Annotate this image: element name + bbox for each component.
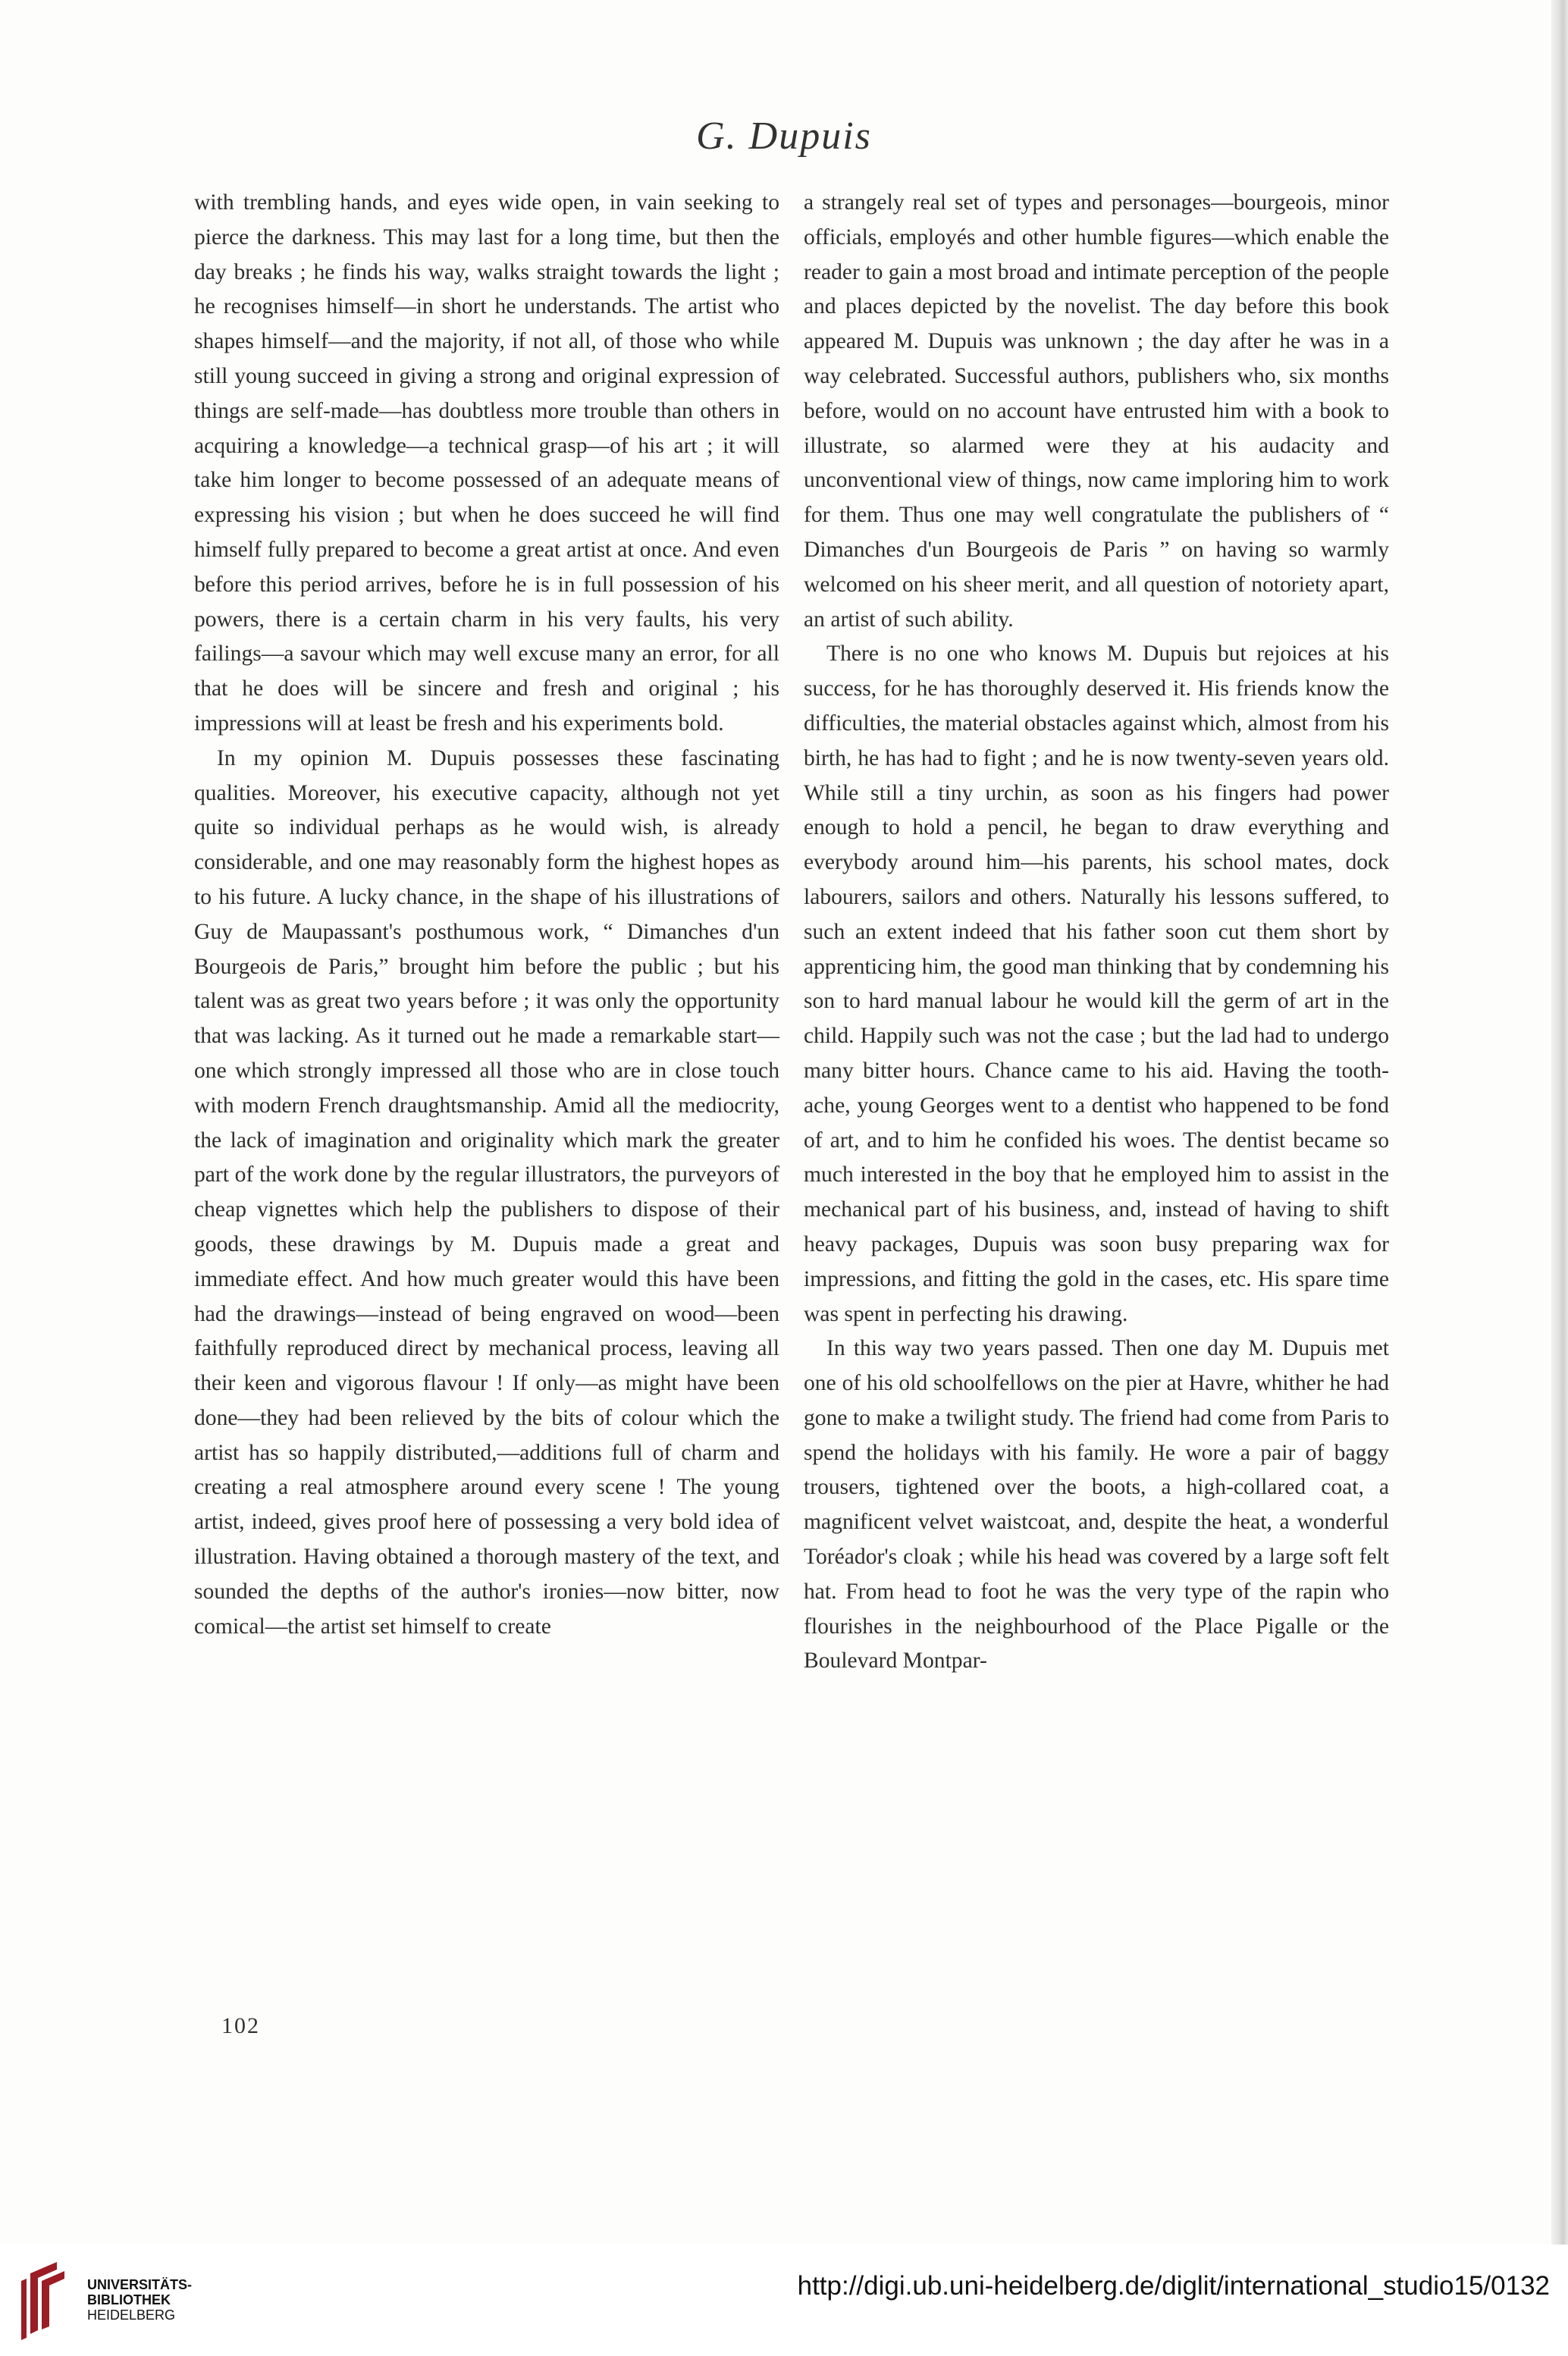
running-head: G. Dupuis [696, 115, 872, 158]
library-logo-icon [15, 2258, 76, 2342]
paragraph: In this way two years passed. Then one day M. Dupuis met one of his old schoolfellows on the pier at Havre, whither he had gone to make a twilight study. The friend had come from Paris to spend the holidays with his family. He wore a pair of baggy trousers, tightened over the boots, a high-collared coat, a magnificent velvet waistcoat, and, despite the heat, a wonderful Toréador's cloak ; while his head was covered by a large soft felt hat. From head to foot he was the very type of the rapin who flourishes in the neighbourhood of the Place Pigalle or the Boulevard Montpar- [804, 1336, 1389, 1674]
library-name-line: UNIVERSITÄTS- [87, 2277, 193, 2292]
left-column [194, 186, 779, 1644]
paragraph: In my opinion M. Dupuis possesses these fascinating qualities. Moreover, his executive capacity, although not yet quite so individual perhaps as he would wish, is already considerable, and one may reasonably form the highest hopes as to his future. A lucky chance, in the shape of his illustrations of Guy de Maupassant's posthumous work, “ Dimanches d'un Bourgeois de Paris,” brought him before the public ; but his talent was as great two years before ; it was only the opportunity that was lacking. As it turned out he made a remarkable start—one which strongly impressed all those who are in close touch with modern French draughtsmanship. Amid all the mediocrity, the lack of imagination and originality which mark the greater part of the work done by the regular illustrators, the purveyors of cheap vignettes which help the publishers to dispose of their goods, these drawings by M. Dupuis made a great and immediate effect. And how much greater would this have been had the drawings—instead of being engraved on wood—been faithfully reproduced direct by mechanical process, leaving all their keen and vigorous flavour ! If only—as might have been done—they had been relieved by the bits of colour which the artist has so happily distributed,—additions full of charm and creating a real atmosphere around every scene ! The young artist, indeed, gives proof here of possessing a very bold idea of illustration. Having obtained a thorough mastery of the text, and sounded the depths of the author's ironies—now bitter, now comical—the artist set himself to create [194, 745, 779, 1639]
library-name-line: BIBLIOTHEK [87, 2292, 171, 2307]
right-column [804, 186, 1389, 1679]
page-edge-shadow [1551, 0, 1568, 2245]
source-url-link[interactable]: http://digi.ub.uni-heidelberg.de/diglit/international_studio15/0132 [797, 2271, 1550, 2301]
paragraph: There is no one who knows M. Dupuis but rejoices at his success, for he has thoroughly deserved it. His friends know the difficulties, the material obstacles against which, almost from his birth, he has had to fight ; and he is now twenty-seven years old. While still a tiny urchin, as soon as his fingers had power enough to hold a pencil, he began to draw everything and everybody around him—his parents, his school mates, dock labourers, sailors and others. Naturally his lessons suffered, to such an extent indeed that his father soon cut them short by apprenticing him, the good man thinking that by condemning his son to hard manual labour he would kill the germ of art in the child. Happily such was not the case ; but the lad had to undergo many bitter hours. Chance came to his aid. Having the tooth-ache, young Georges went to a dentist who happened to be fond of art, and to him he confided his woes. The dentist became so much interested in the boy that he employed him to assist in the mechanical part of his business, and, instead of having to shift heavy packages, Dupuis was soon busy preparing wax for impressions, and fitting the gold in the cases, etc. His spare time was spent in perfecting his drawing. [804, 642, 1389, 1326]
paragraph: a strangely real set of types and personages—bourgeois, minor officials, employés and other humble figures—which enable the reader to gain a most broad and intimate perception of the people and places depicted by the novelist. The day before this book appeared M. Dupuis was unknown ; the day after he was in a way celebrated. Successful authors, publishers who, six months before, would on no account have entrusted him with a book to illustrate, so alarmed were they at his audacity and unconventional view of things, now came imploring him to work for them. Thus one may well congratulate the publishers of “ Dimanches d'un Bourgeois de Paris ” on having so warmly welcomed on his sheer merit, and all question of notoriety apart, an artist of such ability. [804, 190, 1389, 632]
library-name [87, 2277, 192, 2323]
page-number: 102 [221, 2013, 260, 2038]
paragraph: with trembling hands, and eyes wide open, in vain seeking to pierce the darkness. This may last for a long time, but then the day breaks ; he finds his way, walks straight towards the light ; he recognises himself—in short he understands. The artist who shapes himself—and the majority, if not all, of those who while still young succeed in giving a strong and original expression of things are self-made—has doubtless more trouble than others in acquiring a knowledge—a technical grasp—of his art ; it will take him longer to become possessed of an adequate means of expressing his vision ; but when he does succeed he will find himself fully prepared to become a great artist at once. And even before this period arrives, before he is in full possession of his powers, there is a certain charm in his very faults, his very failings—a savour which may well excuse many an error, for all that he does will be sincere and fresh and original ; his impressions will at least be fresh and his experiments bold. [194, 190, 779, 736]
library-name-line: HEIDELBERG [87, 2307, 176, 2323]
